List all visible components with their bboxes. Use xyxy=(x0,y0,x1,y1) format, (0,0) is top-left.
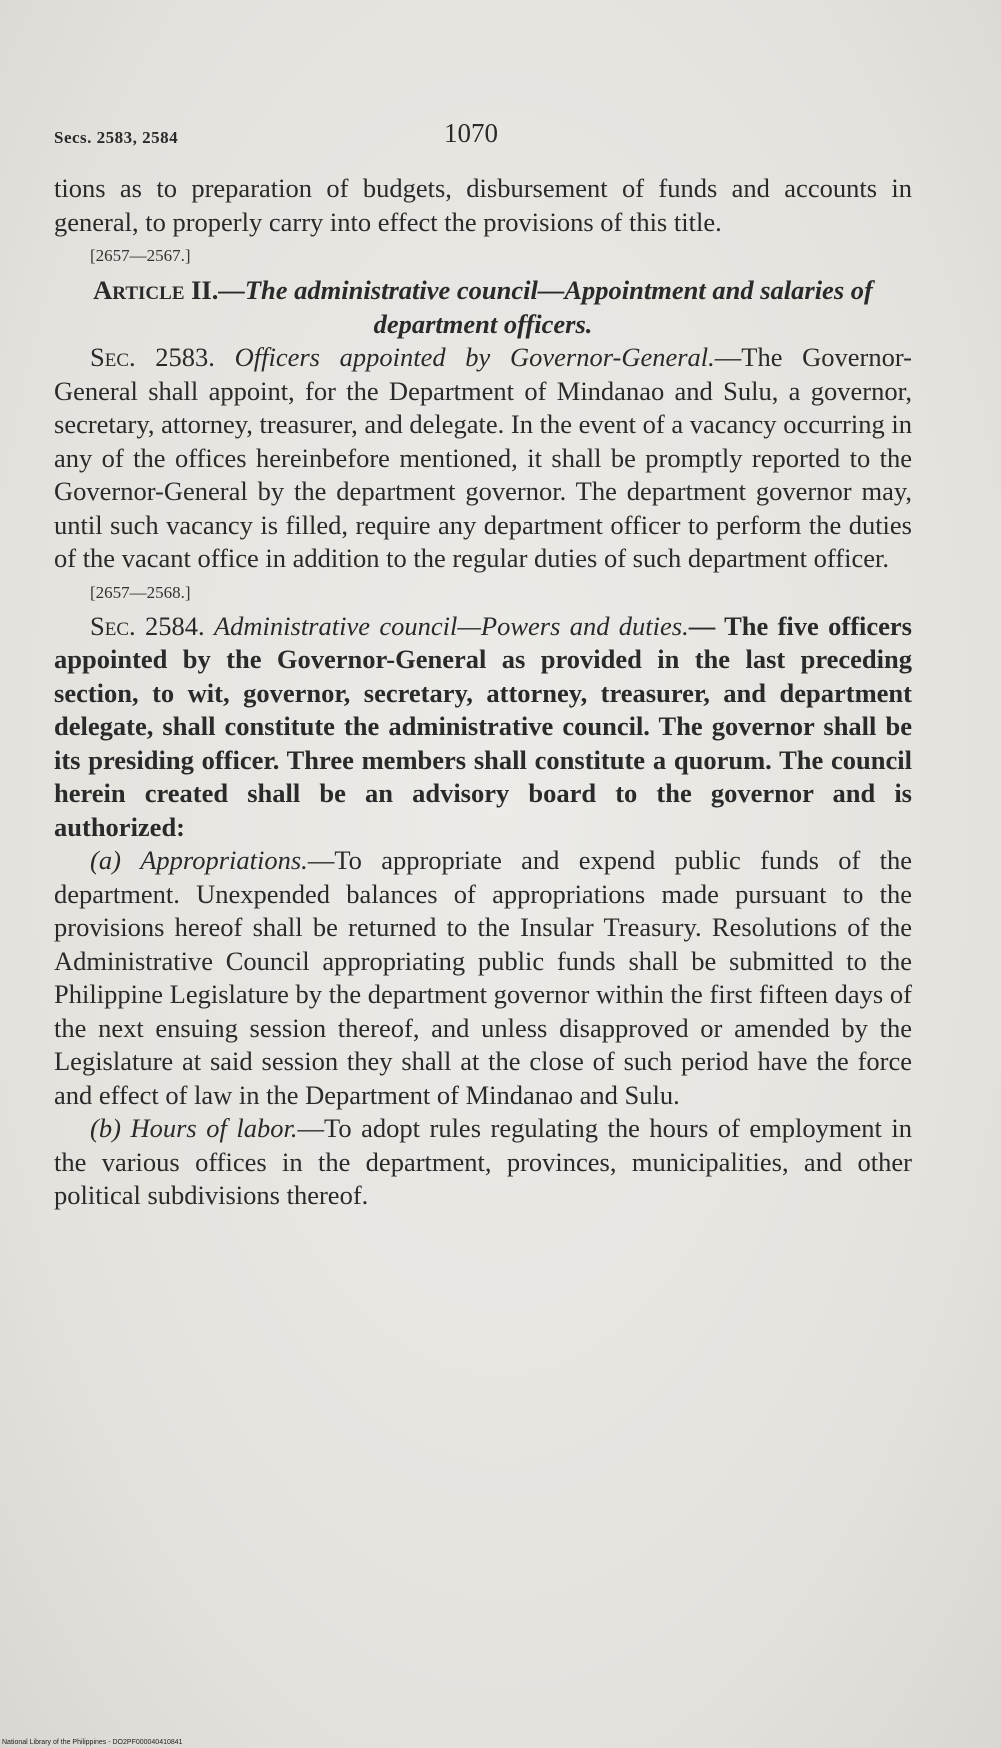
clause-heading: Appropriations. xyxy=(140,845,308,875)
section-body: —The Governor-General shall appoint, for the Department of Mindanao and Sulu, a governor, secretary, attorney, treasurer, and delegate. In the event of a vacancy occurring in any of the offices hereinbefore mentioned, it shall be promptly reported to the Governor-General by the department governor. The department governor may, until such vacancy is filled, require any department officer to perform the duties of the vacant office in addition to the regular duties of such department officer. xyxy=(54,342,912,573)
clause-heading: Hours of labor. xyxy=(130,1113,298,1143)
page-number: 1070 xyxy=(444,118,498,148)
clause-a xyxy=(54,844,912,1112)
clause-body: —To adopt rules regulating the hours of employment in the various offices in the department, provinces, municipalities, and other political subdivisions thereof. xyxy=(54,1113,912,1210)
section-heading: Administrative council—Powers and duties. xyxy=(213,610,689,641)
article-label: Article II. xyxy=(93,275,219,305)
section-2584 xyxy=(54,610,912,845)
section-body: — The five officers appointed by the Governor-General as provided in the last preceding section, to wit, governor, secretary, attorney, treasurer, and department delegate, shall constitute the administrative council. The governor shall be its presiding officer. Three members shall constitute a quorum. The council herein created shall be an advisory board to the governor and is authorized: xyxy=(54,610,912,842)
archive-footer: National Library of the Philippines - DO2PF000040410841 xyxy=(2,1739,183,1746)
section-reference: Secs. 2583, 2584 xyxy=(54,128,179,147)
section-label: Sec. 2584. xyxy=(90,610,205,641)
clause-marker: (a) xyxy=(90,845,121,875)
clause-body: —To appropriate and expend public funds of the department. Unexpended balances of appropriations made pursuant to the provisions hereof shall be returned to the Insular Treasury. Resolutions of the Administrative Council appropriating public funds shall be submitted to the Philippine Legislature by the department governor within the first fifteen days of the next ensuing session thereof, and unless disapproved or amended by the Legislature at said session they shall at the close of such period have the force and effect of law in the Department of Mindanao and Sulu. xyxy=(54,845,912,1110)
running-head xyxy=(54,118,912,152)
source-citation: [2657—2568.] xyxy=(90,582,191,602)
section-label: Sec. 2583. xyxy=(90,342,215,372)
section-heading: Officers appointed by Governor-General. xyxy=(234,342,715,372)
section-2583 xyxy=(54,341,912,576)
article-title: —The administrative council—Appointment and salaries of department officers. xyxy=(218,275,873,339)
article-heading xyxy=(54,273,912,341)
continuation-paragraph: tions as to preparation of budgets, disbursement of funds and accounts in general, to properly carry into effect the provisions of this title. xyxy=(54,173,912,237)
clause-b xyxy=(54,1112,912,1213)
clause-marker: (b) xyxy=(90,1113,121,1143)
source-citation: [2657—2567.] xyxy=(90,246,191,265)
page-body xyxy=(54,172,912,1213)
